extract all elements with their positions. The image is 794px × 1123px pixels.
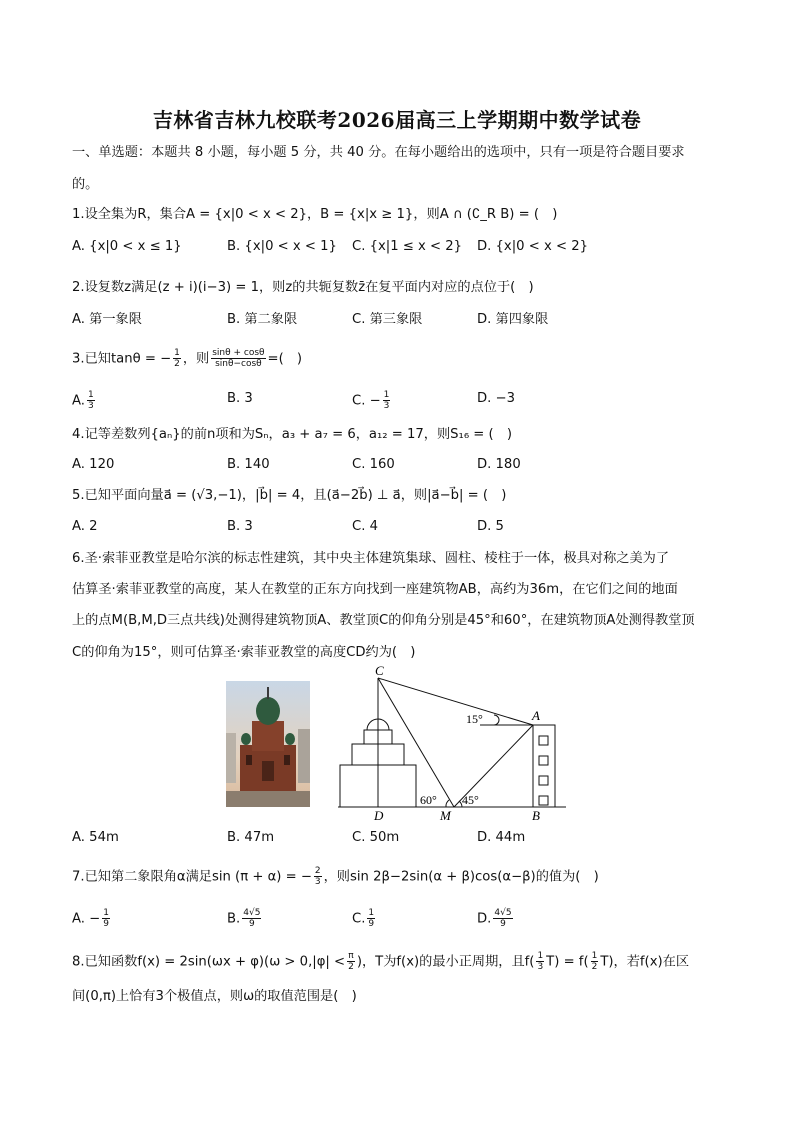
- option-a: A. − $\frac{1}{9}$: [72, 908, 109, 929]
- label-M: M: [440, 808, 451, 823]
- angle-45-label: 45°: [462, 793, 479, 807]
- question-8-line-2: 间(0,π)上恰有3个极值点，则ω的取值范围是( ): [72, 989, 357, 1004]
- question-5-options: [72, 518, 732, 536]
- option-d: D. {x|0 < x < 2}: [477, 239, 589, 254]
- option-c: C. {x|1 ≤ x < 2}: [352, 239, 463, 254]
- option-a: A. 第一象限: [72, 312, 142, 327]
- question-2-stem: 2.设复数z满足(z + i)(i−3) = 1，则z的共轭复数z̄在复平面内对应的点位于( ): [72, 280, 534, 295]
- option-d: D. 180: [477, 457, 521, 472]
- option-d: D. $\frac{4√5}{9}$: [477, 908, 512, 929]
- question-4-stem: 4.记等差数列{aₙ}的前n项和为Sₙ，a₃ + a₇ = 6，a₁₂ = 17，则S₁₆ = ( ): [72, 427, 513, 442]
- section-instruction-line1: 一、单选题：本题共 8 小题，每小题 5 分，共 40 分。在每小题给出的选项中，只有一项是符合题目要求: [72, 145, 685, 160]
- question-1-options: [72, 238, 732, 256]
- question-5-stem: 5.已知平面向量a⃗ = (√3,−1)，|b⃗| = 4，且(a⃗−2b⃗) ⊥ a⃗，则|a⃗−b⃗| = ( ): [72, 488, 507, 503]
- option-c: C. 160: [352, 457, 395, 472]
- label-D: D: [374, 808, 384, 823]
- option-b: B. 第二象限: [227, 312, 298, 327]
- option-b: B. {x|0 < x < 1}: [227, 239, 337, 254]
- question-7-options: [72, 908, 732, 929]
- option-b: B. 140: [227, 457, 270, 472]
- question-3-options: [72, 390, 732, 411]
- question-4-options: [72, 456, 732, 474]
- q3-suffix: =( ): [267, 351, 303, 367]
- q3-prefix: 3.已知tanθ = −: [72, 351, 172, 367]
- angle-arc-60: [446, 800, 449, 807]
- label-A: A: [532, 708, 540, 723]
- q3-frac-2: $\frac{\sin\theta + \cos\theta}{\sin\theta-\cos\theta}$: [212, 348, 265, 369]
- option-c: C. 4: [352, 519, 378, 534]
- option-b: B. 3: [227, 519, 253, 534]
- angle-60-label: 60°: [420, 793, 437, 807]
- q7-frac: $\frac{2}{3}$: [314, 866, 321, 887]
- exam-title: 吉林省吉林九校联考2026届高三上学期期中数学试卷: [152, 108, 642, 132]
- question-3-stem: [72, 348, 302, 369]
- question-7-stem: 7.已知第二象限角α满足sin (π + α) = − $\frac{2}{3}$ ，则sin 2β−2sin(α + β)cos(α−β)的值为( ): [72, 866, 599, 887]
- option-a: A. $\frac{1}{3}$: [72, 390, 94, 411]
- option-b: B. 3: [227, 391, 253, 406]
- option-a: A. 2: [72, 519, 98, 534]
- geometry-diagram: [334, 664, 574, 824]
- option-b: B. $\frac{4√5}{9}$: [227, 908, 261, 929]
- option-b: B. 47m: [227, 830, 275, 845]
- question-1-stem: 1.设全集为R，集合A = {x|0 < x < 2}，B = {x|x ≥ 1}，则A ∩ (∁_R B) = ( ): [72, 207, 558, 222]
- option-a: A. {x|0 < x ≤ 1}: [72, 239, 182, 254]
- option-c: C. 第三象限: [352, 312, 423, 327]
- option-c: C. $\frac{1}{9}$: [352, 908, 375, 929]
- option-d: D. 44m: [477, 830, 526, 845]
- question-6-options: [72, 829, 732, 847]
- option-a: A. 120: [72, 457, 115, 472]
- question-6-line-2: 估算圣·索菲亚教堂的高度，某人在教堂的正东方向找到一座建筑物AB，高约为36m，在它们之间的地面: [72, 582, 678, 597]
- label-C: C: [375, 664, 384, 678]
- question-6-line-4: C的仰角为15°，则可估算圣·索菲亚教堂的高度CD约为( ): [72, 645, 416, 660]
- option-d: D. 第四象限: [477, 312, 549, 327]
- q3-mid: ，则: [182, 351, 210, 367]
- option-d: D. −3: [477, 391, 515, 406]
- question-8-line-1: 8.已知函数f(x) = 2sin(ωx + φ)(ω > 0,|φ| < $\frac{\pi}{2}$ )，T为f(x)的最小正周期，且f( $\frac{1}{3}$ T) = f( $\frac{1}{2}$ T)，若f(x)在区: [72, 951, 690, 972]
- question-6-line-1: 6.圣·索菲亚教堂是哈尔滨的标志性建筑，其中央主体建筑集球、圆柱、棱柱于一体，极具对称之美为了: [72, 551, 670, 566]
- option-d: D. 5: [477, 519, 504, 534]
- option-a: A. 54m: [72, 830, 119, 845]
- option-c: C. − $\frac{1}{3}$: [352, 390, 390, 411]
- question-2-options: [72, 311, 732, 329]
- option-c: C. 50m: [352, 830, 400, 845]
- question-6-line-3: 上的点M(B,M,D三点共线)处测得建筑物顶A、教堂顶C的仰角分别是45°和60°，在建筑物顶A处测得教堂顶: [72, 613, 695, 628]
- angle-15-label: 15°: [466, 712, 483, 726]
- angle-arc-15: [494, 715, 499, 725]
- q3-frac-1: $\frac{1}{2}$: [174, 348, 180, 369]
- section-instruction-line2: 的。: [72, 177, 99, 192]
- label-B: B: [532, 808, 540, 823]
- church-photo: [226, 681, 310, 807]
